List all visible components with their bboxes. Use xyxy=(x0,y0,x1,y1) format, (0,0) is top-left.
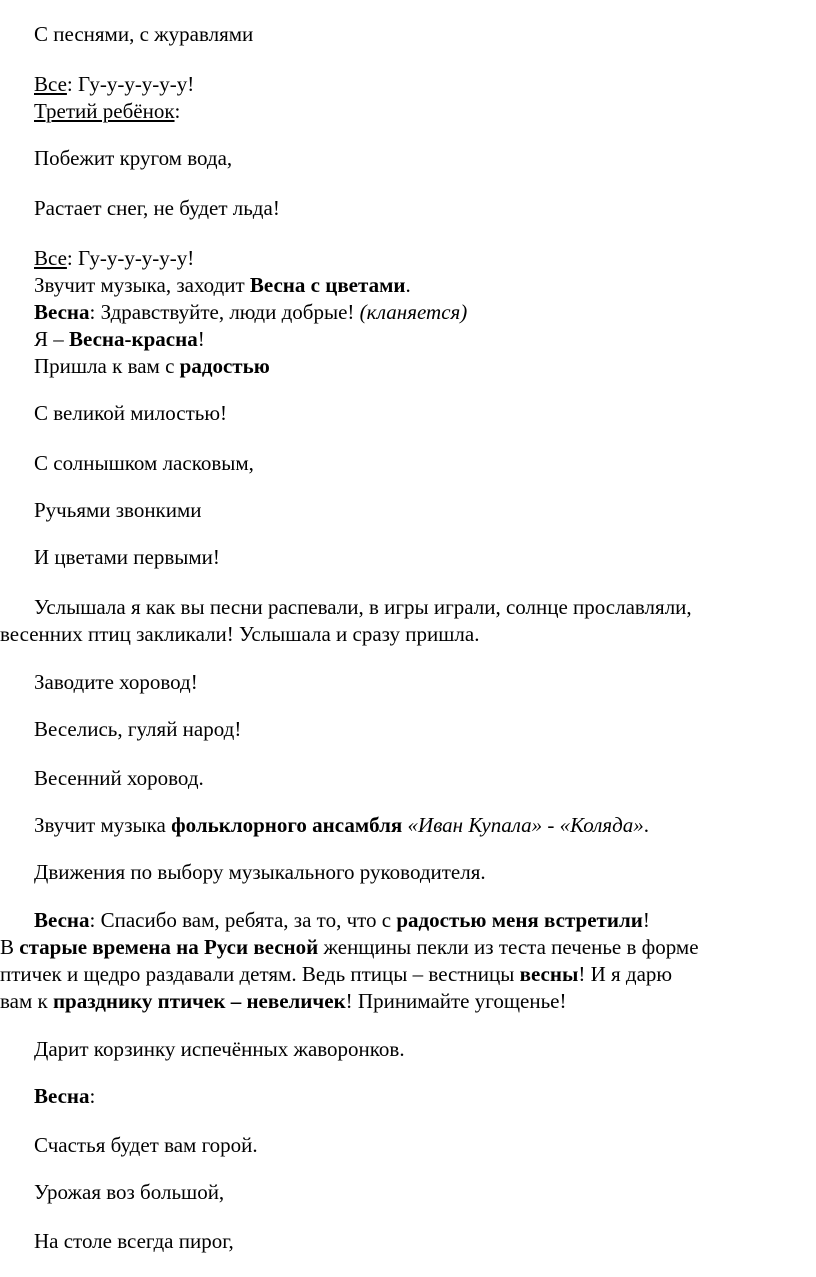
text: С песнями, с журавлями xyxy=(34,22,254,46)
speaker-label: Весна xyxy=(34,908,90,932)
verse-line xyxy=(34,19,253,50)
text: Движения по выбору музыкального руководителя. xyxy=(34,860,486,884)
bold-text: Весна-красна xyxy=(69,327,198,351)
speaker-label: Весна xyxy=(34,300,90,324)
stage-direction xyxy=(34,857,486,888)
verse-line xyxy=(34,667,198,698)
text: : Спасибо вам, ребята, за то, что с xyxy=(89,908,397,932)
verse-line xyxy=(34,351,270,382)
speaker-label: Третий ребёнок xyxy=(34,99,175,123)
speaker-label: Все xyxy=(34,72,67,96)
speaker-line xyxy=(34,1081,95,1112)
text: Пришла к вам с xyxy=(34,354,180,378)
italic-text: «Коляда» xyxy=(559,813,644,837)
text: : Гу-у-у-у-у-у! xyxy=(66,246,195,270)
verse-line xyxy=(34,398,227,429)
text: Весенний хоровод. xyxy=(34,766,204,790)
text: : xyxy=(174,99,181,123)
text: ! xyxy=(197,327,205,351)
bold-text: Весна с цветами xyxy=(249,273,406,297)
stage-direction xyxy=(34,1034,405,1065)
text: ! xyxy=(642,908,650,932)
bold-text: весны xyxy=(519,962,579,986)
stage-direction xyxy=(34,810,649,841)
text: : Здравствуйте, люди добрые! xyxy=(89,300,360,324)
text: Урожая воз большой, xyxy=(34,1180,225,1204)
bold-text: радостью xyxy=(179,354,270,378)
verse-line xyxy=(34,495,202,526)
text: Звучит музыка, заходит xyxy=(34,273,250,297)
verse-line xyxy=(34,763,204,794)
text: Растает снег, не будет льда! xyxy=(34,196,280,220)
text: Побежит кругом вода, xyxy=(34,146,233,170)
verse-line xyxy=(34,193,280,224)
text: птичек и щедро раздавали детям. Ведь птицы – вестницы xyxy=(0,962,520,986)
text: Заводите хоровод! xyxy=(34,670,198,694)
text: Веселись, гуляй народ! xyxy=(34,717,242,741)
text: : Гу-у-у-у-у-у! xyxy=(66,72,195,96)
text: Ручьями звонкими xyxy=(34,498,202,522)
text: И цветами первыми! xyxy=(34,545,220,569)
italic-text: (кланяется) xyxy=(359,300,468,324)
bold-text: старые времена на Руси весной xyxy=(19,935,319,959)
text: В xyxy=(0,935,20,959)
verse-line xyxy=(34,1226,234,1257)
text: Счастья будет вам горой. xyxy=(34,1133,258,1157)
text: Я – xyxy=(34,327,70,351)
italic-text: «Иван Купала» xyxy=(402,813,543,837)
text: Дарит корзинку испечённых жаворонков. xyxy=(34,1037,405,1061)
verse-line xyxy=(34,1130,258,1161)
text: ! Принимайте угощенье! xyxy=(345,989,567,1013)
verse-line xyxy=(34,448,254,479)
text: Звучит музыка xyxy=(34,813,172,837)
text: С солнышком ласковым, xyxy=(34,451,254,475)
bold-text: радостью меня встретили xyxy=(396,908,643,932)
bold-text: празднику птичек – невеличек xyxy=(52,989,346,1013)
text: . xyxy=(405,273,411,297)
speaker-line xyxy=(34,96,180,127)
speaker-label: Весна xyxy=(34,1084,90,1108)
text: На столе всегда пирог, xyxy=(34,1229,234,1253)
text: . xyxy=(643,813,650,837)
text: весенних птиц закликали! Услышала и сразу пришла. xyxy=(0,622,480,646)
text: ! И я дарю xyxy=(578,962,673,986)
bold-text: фольклорного ансамбля xyxy=(171,813,403,837)
paragraph-line xyxy=(0,986,566,1017)
text: : xyxy=(89,1084,96,1108)
text: вам к xyxy=(0,989,53,1013)
text: - xyxy=(542,813,560,837)
text: женщины пекли из теста печенье в форме xyxy=(318,935,699,959)
text: С великой милостью! xyxy=(34,401,227,425)
speaker-label: Все xyxy=(34,246,67,270)
verse-line xyxy=(34,542,220,573)
text: Услышала я как вы песни распевали, в игры играли, солнце прославляли, xyxy=(34,595,692,619)
verse-line xyxy=(34,714,241,745)
verse-line xyxy=(34,143,232,174)
verse-line xyxy=(34,1177,224,1208)
paragraph-line xyxy=(0,619,479,650)
